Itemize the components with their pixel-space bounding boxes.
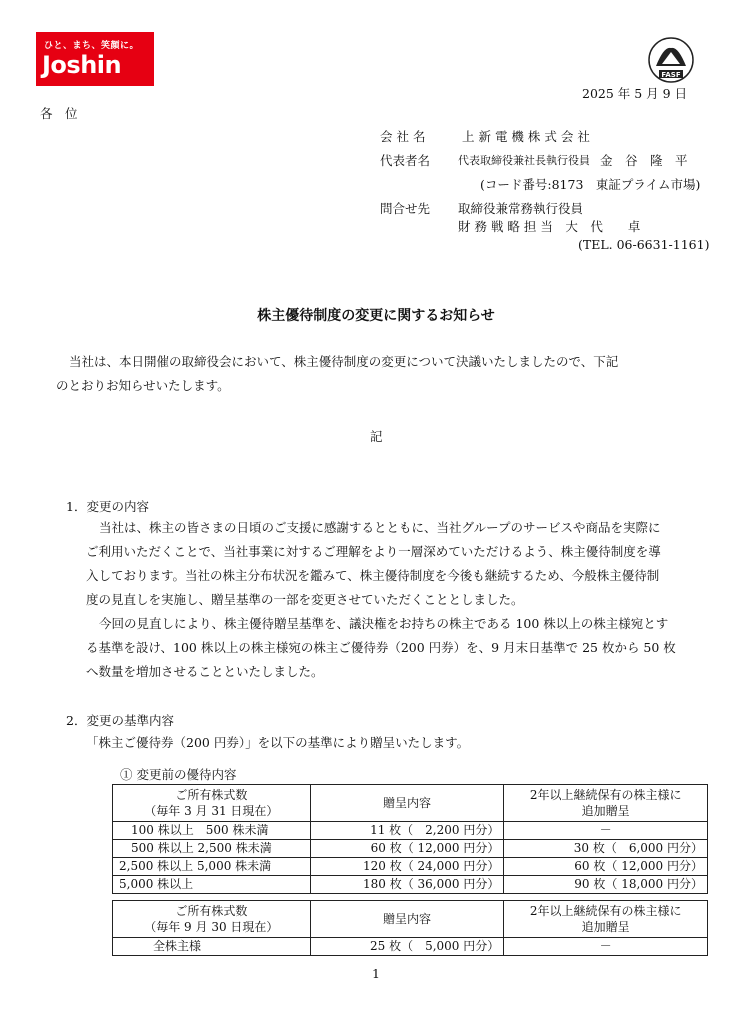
intro-line-1: 当社は、本日開催の取締役会において、株主優待制度の変更について決議いたしましたので、下記 <box>69 354 619 369</box>
section1-line-7: へ数量を増加させることといたしました。 <box>86 664 324 679</box>
page-number: 1 <box>372 966 380 981</box>
table-row: 5,000 株以上 180 枚（ 36,000 円分） 90 枚（ 18,000 円分） <box>113 876 708 894</box>
fasf-logo <box>642 36 700 86</box>
contact-tel: (TEL. 06-6631-1161) <box>578 237 710 252</box>
before-heading: ① 変更前の優待内容 <box>120 767 237 782</box>
header-gift: 贈呈内容 <box>310 901 504 938</box>
header-shares: ご所有株式数 （毎年 9 月 30 日現在） <box>113 901 311 938</box>
section1-heading: 1．変更の内容 <box>66 499 149 514</box>
table-row: 100 株以上 500 株未満 11 枚（ 2,200 円分） － <box>113 822 708 840</box>
section1-line-3: 入しております。当社の株主分布状況を鑑みて、株主優待制度を今後も継続するため、今般株主優待制 <box>86 568 660 583</box>
section1-line-5: 今回の見直しにより、株主優待贈呈基準を、議決権をお持ちの株主である 100 株以上の株主様宛とす <box>99 616 669 631</box>
section2-heading: 2．変更の基準内容 <box>66 713 174 728</box>
table-row: 500 株以上 2,500 株未満 60 枚（ 12,000 円分） 30 枚（ 6,000 円分） <box>113 840 708 858</box>
stock-code: (コード番号:8173 東証プライム市場) <box>480 177 701 192</box>
intro-line-2: のとおりお知らせいたします。 <box>56 378 230 393</box>
header-shares: ご所有株式数 （毎年 3 月 31 日現在） <box>113 785 311 822</box>
table-header-row <box>113 785 708 822</box>
rep-label: 代表者名 <box>380 153 431 168</box>
page-title: 株主優待制度の変更に関するお知らせ <box>257 308 495 324</box>
ki-marker: 記 <box>370 429 383 444</box>
rep-title: 代表取締役兼社長執行役員 <box>458 154 590 167</box>
contact-title: 取締役兼常務執行役員 <box>458 201 584 216</box>
contact-label: 問合せ先 <box>380 201 431 216</box>
rep-name: 金 谷 隆 平 <box>600 153 688 168</box>
section1-line-4: 度の見直しを実施し、贈呈基準の一部を変更させていただくこととしました。 <box>86 592 524 607</box>
company-label: 会 社 名 <box>380 129 426 144</box>
contact-dept: 財 務 戦 略 担 当 大 代 卓 <box>458 219 641 234</box>
table-header-row <box>113 901 708 938</box>
document-date: 2025 年 5 月 9 日 <box>582 86 688 101</box>
fasf-label: FASF <box>661 71 681 79</box>
recipient: 各 位 <box>40 106 78 121</box>
joshin-logo <box>36 32 154 86</box>
header-additional: 2年以上継続保有の株主様に 追加贈呈 <box>504 901 708 938</box>
section1-line-2: ご利用いただくことで、当社事業に対するご理解をより一層深めていただけるよう、株主優待制度を導 <box>86 544 661 559</box>
table-row: 全株主様 25 枚（ 5,000 円分） － <box>113 938 708 956</box>
intro-paragraph <box>56 350 618 398</box>
section2-subtitle: 「株主ご優待券（200 円券）」を以下の基準により贈呈いたします。 <box>86 735 470 750</box>
header-additional: 2年以上継続保有の株主様に 追加贈呈 <box>504 785 708 822</box>
logo-name: Joshin <box>42 51 122 79</box>
benefits-table-march <box>112 784 708 894</box>
section1-body <box>86 516 676 684</box>
table-row: 2,500 株以上 5,000 株未満 120 枚（ 24,000 円分） 60 枚（ 12,000 円分） <box>113 858 708 876</box>
company-name: 上 新 電 機 株 式 会 社 <box>462 129 590 144</box>
benefits-table-september <box>112 900 708 956</box>
logo-tagline: ひと、まち、笑顔に。 <box>44 41 140 51</box>
header-gift: 贈呈内容 <box>310 785 504 822</box>
section1-line-6: る基準を設け、100 株以上の株主様宛の株主ご優待券（200 円券）を、9 月末日基準で 25 枚から 50 枚 <box>86 640 676 655</box>
section1-line-1: 当社は、株主の皆さまの日頃のご支援に感謝するとともに、当社グループのサービスや商品を実際に <box>99 520 661 535</box>
